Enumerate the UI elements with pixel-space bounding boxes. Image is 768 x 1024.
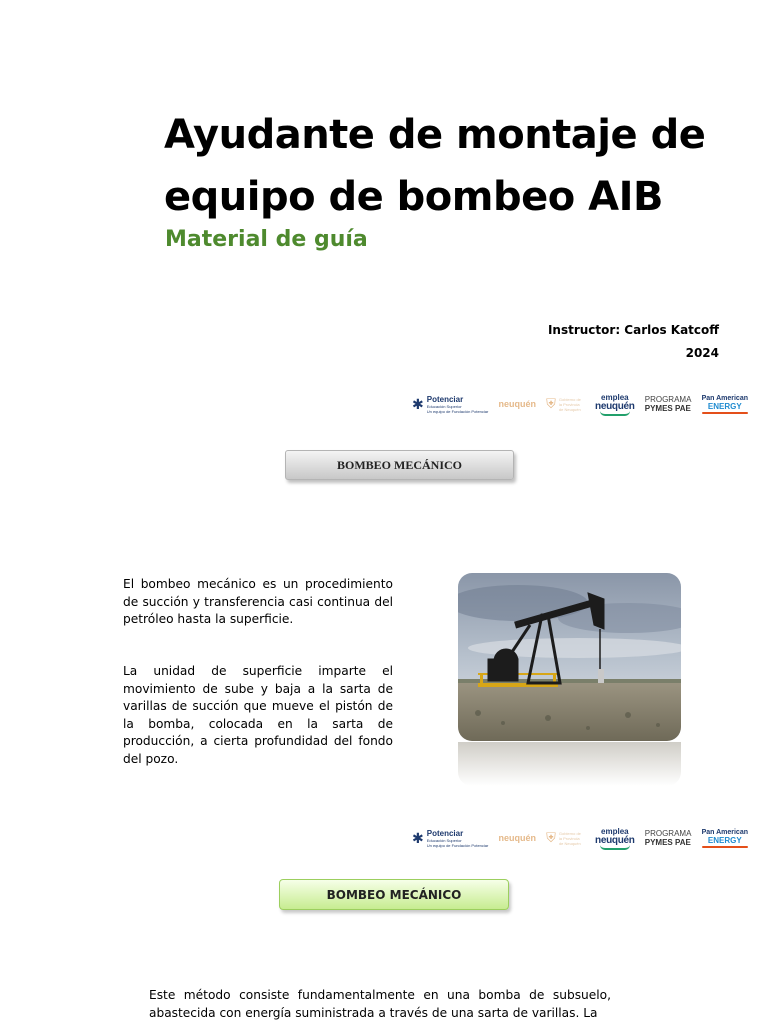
- potenciar-tag: Un equipo de Fundación Potenciar: [426, 408, 489, 414]
- potenciar-tag: Un equipo de Fundación Potenciar: [426, 842, 489, 848]
- pae-swoosh-icon: [702, 846, 748, 848]
- pae-energy-label: ENERGY: [707, 401, 742, 411]
- potenciar-sub: Educación Superior: [426, 837, 462, 843]
- section-banner-bombeo: BOMBEO MECÁNICO: [285, 450, 514, 480]
- potenciar-logo: [412, 395, 488, 414]
- sponsor-logos-strip-2: [412, 823, 748, 853]
- government-logo: [546, 396, 585, 412]
- photo-reflection: [458, 742, 681, 786]
- section-banner-bombeo-2: BOMBEO MECÁNICO: [279, 879, 509, 910]
- pymes-pae-logo: [645, 829, 692, 847]
- pae-energy-label: ENERGY: [707, 835, 742, 845]
- emplea-label: emplea: [601, 392, 629, 402]
- government-label: Gobierno de la Provincia de Neuquén: [558, 396, 581, 412]
- page-subtitle: Material de guía: [165, 227, 368, 252]
- programa-label: PROGRAMA: [644, 395, 692, 404]
- potenciar-label: Potenciar: [426, 394, 464, 404]
- crest-icon: ⛨: [546, 396, 556, 411]
- potenciar-sub: Educación Superior: [426, 403, 462, 409]
- neuquen-logo: neuquén: [498, 399, 536, 409]
- government-label: Gobierno de la Provincia de Neuquén: [558, 830, 581, 846]
- emplea-neuquen-label: neuquén: [595, 400, 635, 412]
- pymes-pae-logo: [645, 395, 692, 413]
- snowflake-icon: ✱: [412, 829, 424, 846]
- pae-top-label: Pan American: [701, 394, 748, 402]
- pymes-label: PYMES PAE: [644, 838, 691, 847]
- potenciar-label: Potenciar: [426, 828, 464, 838]
- pae-swoosh-icon: [702, 412, 748, 414]
- paragraph-intro: El bombeo mecánico es un procedimiento de succión y transferencia casi continua del petróleo hasta la superficie.: [123, 577, 393, 626]
- pan-american-energy-logo: [702, 395, 748, 414]
- document-year: 2024: [685, 346, 719, 360]
- pae-top-label: Pan American: [701, 828, 748, 836]
- potenciar-logo: [412, 829, 488, 848]
- emplea-neuquen-logo: [595, 827, 635, 850]
- crest-icon: ⛨: [546, 830, 556, 845]
- emplea-neuquen-logo: [595, 393, 635, 416]
- emplea-label: emplea: [601, 826, 629, 836]
- sponsor-logos-strip: [412, 389, 748, 419]
- paragraph-surface-unit: La unidad de superficie imparte el movimiento de sube y baja a la sarta de varillas de succión que mueve el pistón de la bomba, colocada en la sarta de producción, a cierta profundidad del fondo del pozo.: [123, 664, 393, 766]
- pan-american-energy-logo: [702, 829, 748, 848]
- pumpjack-photo: [458, 573, 681, 741]
- instructor-name: Instructor: Carlos Katcoff: [547, 323, 719, 337]
- paragraph-method: Este método consiste fundamentalmente en una bomba de subsuelo, abastecida con energía suministrada a través de una sarta de varillas. La: [149, 988, 611, 1020]
- page-title: Ayudante de montaje de equipo de bombeo AIB: [164, 112, 706, 220]
- programa-label: PROGRAMA: [644, 829, 692, 838]
- pymes-label: PYMES PAE: [644, 404, 691, 413]
- neuquen-logo: neuquén: [498, 833, 536, 843]
- emplea-neuquen-label: neuquén: [595, 834, 635, 846]
- government-logo: [546, 830, 585, 846]
- snowflake-icon: ✱: [412, 395, 424, 412]
